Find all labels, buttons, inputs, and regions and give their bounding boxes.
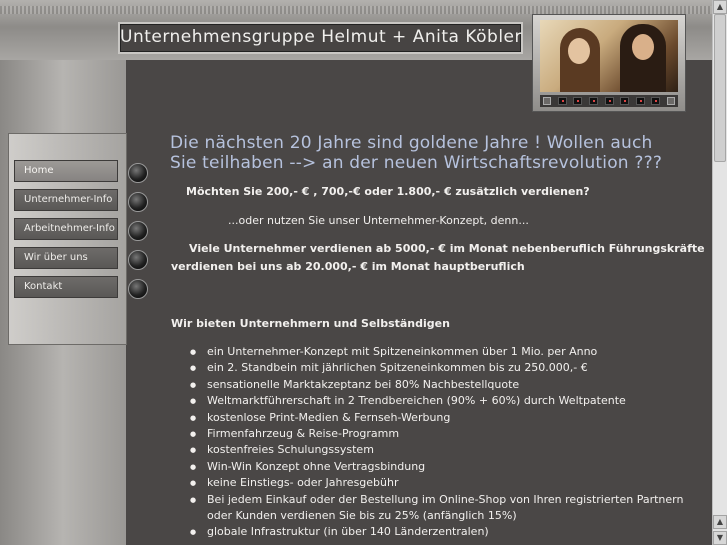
list-item: ● Weltmarktführerschaft in 2 Trendbereichen (90% + 60%) durch Weltpatente [190, 393, 690, 409]
nav-item-arbeitnehmer-info[interactable] [14, 218, 118, 240]
list-item: ● sensationelle Marktakzeptanz bei 80% Nachbestellquote [190, 377, 690, 393]
earnings-line-1: Viele Unternehmer verdienen ab 5000,- € im Monat nebenberuflich Führungskräfte [189, 242, 705, 255]
site-title: Unternehmensgruppe Helmut + Anita Köbler [120, 27, 522, 47]
nav-item-home[interactable] [14, 160, 118, 182]
up-arrow-icon[interactable]: ▲ [713, 0, 727, 14]
media-led-icon [589, 97, 598, 105]
media-next-button[interactable] [667, 97, 675, 105]
nav-item-label: Wir über uns [24, 252, 88, 263]
list-item: ● Bei jedem Einkauf oder der Bestellung im Online-Shop von Ihren registrierten Partnern oder Kunden verdienen Sie bis zu 25% (anfänglich 15%) [190, 492, 690, 525]
nav-knob-icon[interactable] [128, 221, 148, 241]
earnings-line-2: verdienen bei uns ab 20.000,- € im Monat hauptberuflich [171, 260, 525, 273]
header-photo [540, 20, 678, 92]
media-led-icon [558, 97, 567, 105]
up-arrow-icon[interactable]: ▲ [713, 515, 727, 529]
media-led-icon [605, 97, 614, 105]
nav-knob-icon[interactable] [128, 192, 148, 212]
photo-face-left [568, 38, 590, 64]
list-item: ● Firmenfahrzeug & Reise-Programm [190, 426, 690, 442]
photo-face-right [632, 34, 654, 60]
list-item: ● kostenfreies Schulungssystem [190, 442, 690, 458]
media-prev-button[interactable] [543, 97, 551, 105]
scroll-thumb[interactable] [714, 14, 726, 162]
media-led-icon [620, 97, 629, 105]
photo-frame [532, 14, 686, 112]
list-item: ● ein 2. Standbein mit jährlichen Spitzeneinkommen bis zu 250.000,- € [190, 360, 690, 376]
media-control-bar [540, 95, 678, 107]
nav-item-kontakt[interactable] [14, 276, 118, 298]
media-led-icon [573, 97, 582, 105]
nav-item-wir-ueber-uns[interactable] [14, 247, 118, 269]
nav-item-label: Home [24, 165, 54, 176]
nav-item-label: Unternehmer-Info [24, 194, 113, 205]
list-item: ● ein Unternehmer-Konzept mit Spitzeneinkommen über 1 Mio. per Anno [190, 344, 690, 360]
headline-line-1: Die nächsten 20 Jahre sind goldene Jahre ! Wollen auch [170, 133, 653, 153]
nav-knob-icon[interactable] [128, 163, 148, 183]
list-item: ● Win-Win Konzept ohne Vertragsbindung [190, 459, 690, 475]
media-led-icon [636, 97, 645, 105]
vertical-scrollbar[interactable] [712, 0, 727, 545]
offer-heading: Wir bieten Unternehmern und Selbständigen [171, 317, 450, 330]
nav-knob-icon[interactable] [128, 250, 148, 270]
header-stripe [0, 6, 712, 14]
nav-knob-icon[interactable] [128, 279, 148, 299]
list-item: ● keine Einstiegs- oder Jahresgebühr [190, 475, 690, 491]
nav-item-label: Kontakt [24, 281, 63, 292]
earnings-question: Möchten Sie 200,- € , 700,-€ oder 1.800,- € zusätzlich verdienen? [186, 185, 590, 198]
media-led-icon [651, 97, 660, 105]
list-item: ● globale Infrastruktur (in über 140 Länderzentralen) [190, 524, 690, 540]
nav-item-unternehmer-info[interactable] [14, 189, 118, 211]
headline-line-2: Sie teilhaben --> an der neuen Wirtschaftsrevolution ??? [170, 153, 663, 173]
main-content [160, 130, 710, 545]
nav-item-label: Arbeitnehmer-Info [24, 223, 115, 234]
list-item: ● kostenlose Print-Medien & Fernseh-Werbung [190, 410, 690, 426]
headline [170, 133, 710, 173]
offer-list [190, 344, 690, 541]
concept-teaser: ...oder nutzen Sie unser Unternehmer-Konzept, denn... [228, 214, 529, 227]
site-title-box [118, 22, 523, 54]
down-arrow-icon[interactable]: ▼ [713, 531, 727, 545]
